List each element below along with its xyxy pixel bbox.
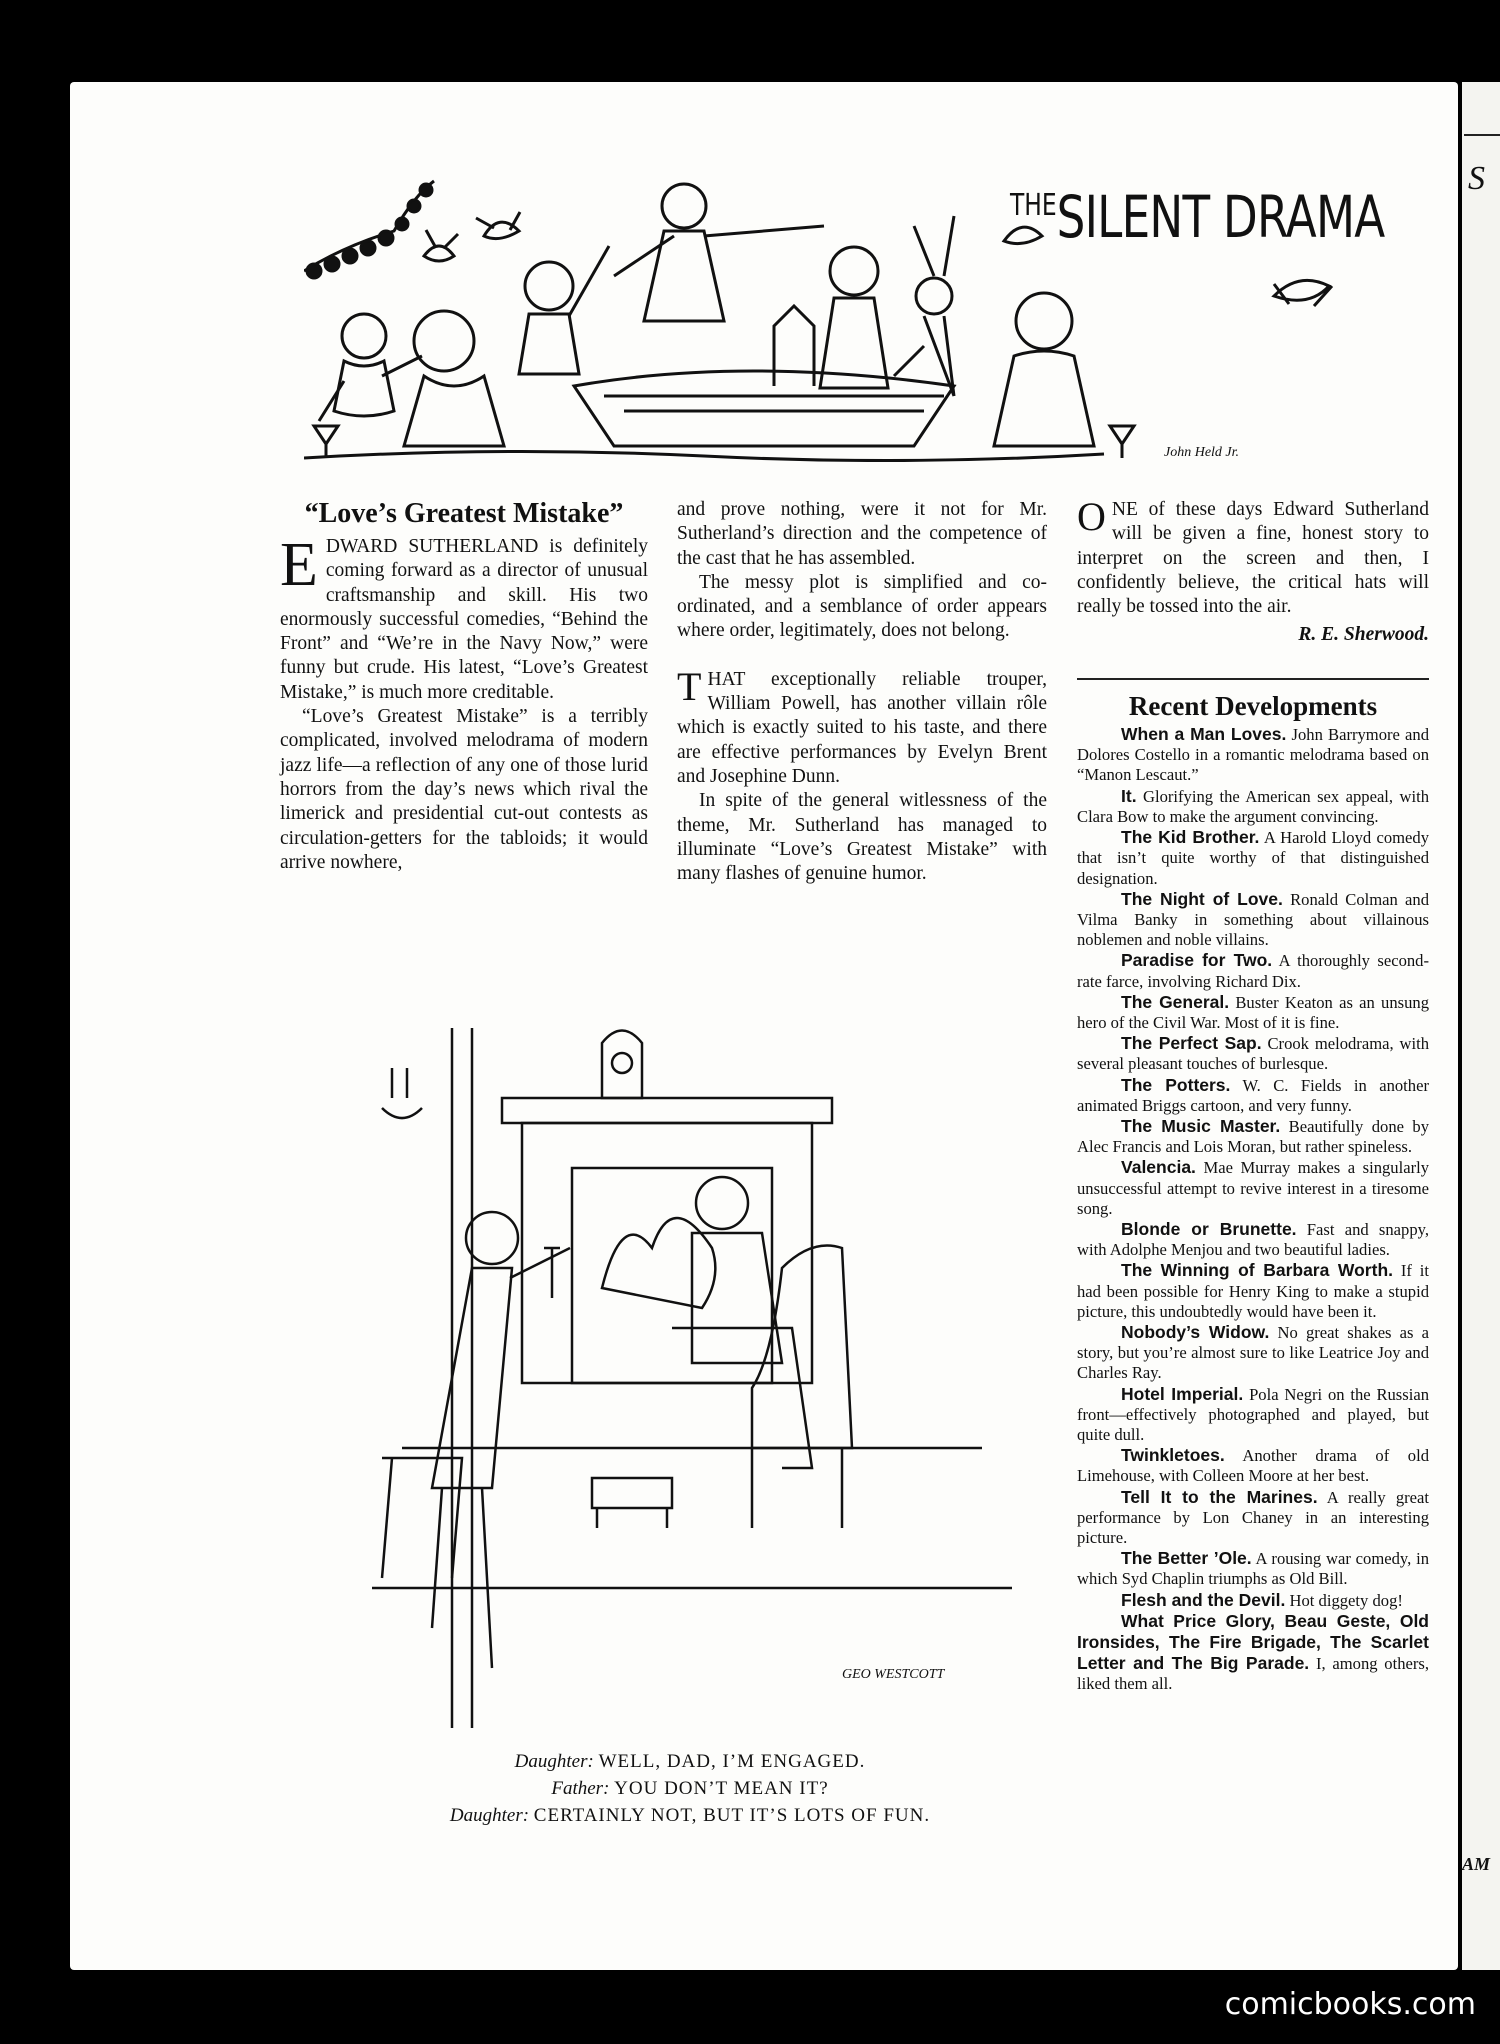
caption-speaker: Daughter: (514, 1751, 594, 1772)
recent-developments-list (1077, 724, 1429, 1695)
recent-entry (1077, 1590, 1429, 1611)
recent-entry-description: A rousing war comedy, in which Syd Chaplin triumphs as Old Bill. (1077, 1549, 1429, 1589)
recent-entry-title: The Music Master. (1121, 1115, 1281, 1136)
caption-speaker: Father: (551, 1778, 610, 1799)
recent-entry-title: It. (1121, 785, 1137, 806)
recent-entry-description: A thoroughly second-rate farce, involving Richard Dix. (1077, 951, 1430, 991)
recent-entry-title: When a Man Loves. (1121, 724, 1287, 745)
recent-entry-title: Paradise for Two. (1121, 950, 1273, 971)
recent-entry-title: What Price Glory, Beau Geste, Old Ironsides, The Fire Brigade, The Scarlet Letter and The Big Parade. (1077, 1610, 1429, 1674)
next-page-edge (1462, 82, 1500, 1970)
recent-entry (1077, 1033, 1429, 1074)
recent-entry-title: Blonde or Brunette. (1121, 1218, 1297, 1239)
recent-entry-title: Hotel Imperial. (1121, 1383, 1244, 1404)
recent-entry (1077, 1548, 1429, 1589)
recent-entry (1077, 1075, 1429, 1116)
recent-entry-description: No great shakes as a story, but you’re almost sure to like Leatrice Joy and Charles Ray. (1077, 1322, 1429, 1383)
recent-developments-title: Recent Developments (1128, 690, 1378, 721)
recent-entry-description: Glorifying the American sex appeal, with Clara Bow to make the argument convincing. (1077, 786, 1429, 826)
recent-entry-title: The Night of Love. (1121, 888, 1283, 909)
article-paragraph: and prove nothing, were it not for Mr. Sutherland’s direction and the competence of the cast that he has assembled. (677, 499, 1047, 569)
recent-entry-description: Beautifully done by Alec Francis and Lois Moran, but rather spineless. (1077, 1116, 1429, 1157)
recent-entry-description: A really great performance by Lon Chaney in an interesting picture. (1077, 1487, 1429, 1547)
recent-entry (1077, 827, 1429, 889)
recent-entry-description: Mae Murray makes a singularly unsuccessful attempt to revive interest in a tiresome song. (1077, 1158, 1429, 1218)
recent-entry (1077, 1219, 1429, 1260)
caption-text: CERTAINLY NOT, BUT IT’S LOTS OF FUN. (533, 1805, 931, 1826)
next-page-initial: S (1468, 160, 1485, 197)
recent-entry-title: The General. (1121, 991, 1230, 1012)
divider (1077, 678, 1429, 680)
drop-cap: T (677, 663, 702, 709)
recent-entry (1077, 950, 1429, 991)
caption-line (340, 1802, 1040, 1829)
article-column-1 (280, 498, 648, 875)
recent-entry-title: The Winning of Barbara Worth. (1121, 1260, 1393, 1281)
drop-cap: O (1077, 494, 1106, 539)
illustration-signature: GEO WESTCOTT (842, 1667, 945, 1682)
byline: R. E. Sherwood. (1298, 624, 1429, 646)
recent-entry (1077, 1322, 1429, 1384)
recent-entry (1077, 992, 1429, 1033)
recent-entry-title: Nobody’s Widow. (1121, 1321, 1270, 1342)
recent-entry-title: Valencia. (1121, 1157, 1196, 1178)
recent-entry-description: I, among others, liked them all. (1077, 1654, 1429, 1694)
recent-entry-description: John Barrymore and Dolores Costello in a romantic melodrama based on “Manon Lescaut.” (1077, 725, 1430, 785)
recent-entry-title: The Potters. (1121, 1074, 1231, 1095)
recent-entry-description: W. C. Fields in another animated Briggs cartoon, and very funny. (1077, 1075, 1429, 1115)
caption-text: WELL, DAD, I’M ENGAGED. (598, 1751, 866, 1772)
recent-entry (1077, 1116, 1429, 1157)
recent-entry-description: Crook melodrama, with several pleasant touches of burlesque. (1077, 1034, 1429, 1074)
article-paragraph: In spite of the general witlessness of the theme, Mr. Sutherland has managed to illuminate “Love’s Greatest Mistake” with many flashes of genuine humor. (677, 790, 1047, 885)
recent-entry-description: Another drama of old Limehouse, with Colleen Moore at her best. (1077, 1446, 1430, 1486)
recent-entry (1077, 1384, 1429, 1446)
recent-entry-description: A Harold Lloyd comedy that isn’t quite worthy of that distinguished designation. (1077, 828, 1430, 888)
recent-entry-title: Tell It to the Marines. (1121, 1486, 1318, 1507)
illustration-caption (340, 1748, 1040, 1829)
article-paragraph: THAT exceptionally reliable trouper, William Powell, has another villain rôle which is exactly suited to his taste, and there are effective performances by Evelyn Brent and Josephine Dunn. (677, 663, 1047, 787)
recent-entry-title: The Perfect Sap. (1121, 1033, 1262, 1054)
recent-entry (1077, 724, 1429, 786)
recent-entry-description: Fast and snappy, with Adolphe Menjou and two beautiful ladies. (1077, 1219, 1429, 1260)
caption-speaker: Daughter: (449, 1805, 530, 1826)
next-page-footer: AM (1462, 1854, 1491, 1874)
article-paragraph: ONE of these days Edward Sutherland will be given a fine, honest story to interpret on the screen and then, I confidently believe, the critical hats will really be tossed into the air. (1077, 494, 1429, 618)
recent-entry-description: If it had been possible for Henry King to make a stupid picture, this undoubtedly would have been it. (1077, 1261, 1429, 1321)
recent-entry (1077, 1487, 1429, 1549)
recent-entry (1077, 1445, 1429, 1486)
recent-entry-title: The Better ’Ole. (1121, 1548, 1252, 1569)
recent-entry-title: The Kid Brother. (1121, 827, 1260, 848)
article-column-2 (677, 498, 1047, 886)
article-paragraph: EDWARD SUTHERLAND is definitely coming forward as a director of unusual craftsmanship and skill. His two enormously successful comedies, “Behind the Front” and “We’re in the Navy Now,” were funny but crude. His latest, “Love’s Greatest Mistake,” is much more creditable. (280, 531, 648, 703)
cartoon-illustration (372, 1028, 1012, 1760)
recent-entry-title: Flesh and the Devil. (1121, 1589, 1286, 1610)
article-column-3 (1077, 494, 1430, 1695)
recent-entry (1077, 1611, 1429, 1695)
section-title: $^{THE}$SILENT DRAMA (1010, 183, 1385, 251)
article-paragraph: The messy plot is simplified and co-ordinated, and a semblance of order appears where order, legitimately, does not belong. (677, 571, 1047, 642)
recent-entry-description: Pola Negri on the Russian front—effectively photographed and played, but quite dull. (1077, 1384, 1429, 1444)
recent-entry-title: Twinkletoes. (1121, 1445, 1225, 1466)
caption-line (340, 1775, 1040, 1802)
drop-cap: E (280, 531, 318, 599)
caption-text: YOU DON’T MEAN IT? (614, 1778, 829, 1799)
article-paragraph: “Love’s Greatest Mistake” is a terribly complicated, involved melodrama of modern jazz life—a reflection of any one of those lurid horrors from the day’s news which rival the limerick and presidential cut-out contests as circulation-getters for the tabloids; it would arrive nowhere, (280, 706, 648, 873)
recent-entry (1077, 786, 1429, 827)
banner-signature: John Held Jr. (1164, 445, 1240, 460)
caption-line (340, 1748, 1040, 1775)
recent-entry-description: Buster Keaton as an unsung hero of the Civil War. Most of it is fine. (1077, 992, 1429, 1032)
article-title: “Love’s Greatest Mistake” (304, 498, 624, 529)
recent-entry-description: Ronald Colman and Vilma Banky in something about villainous noblemen and noble villains. (1077, 889, 1429, 950)
recent-entry (1077, 1157, 1429, 1219)
recent-entry (1077, 889, 1429, 951)
watermark: comicbooks.com (1224, 1987, 1476, 2022)
recent-entry-description: Hot diggety dog! (1289, 1590, 1403, 1610)
recent-entry (1077, 1260, 1429, 1322)
